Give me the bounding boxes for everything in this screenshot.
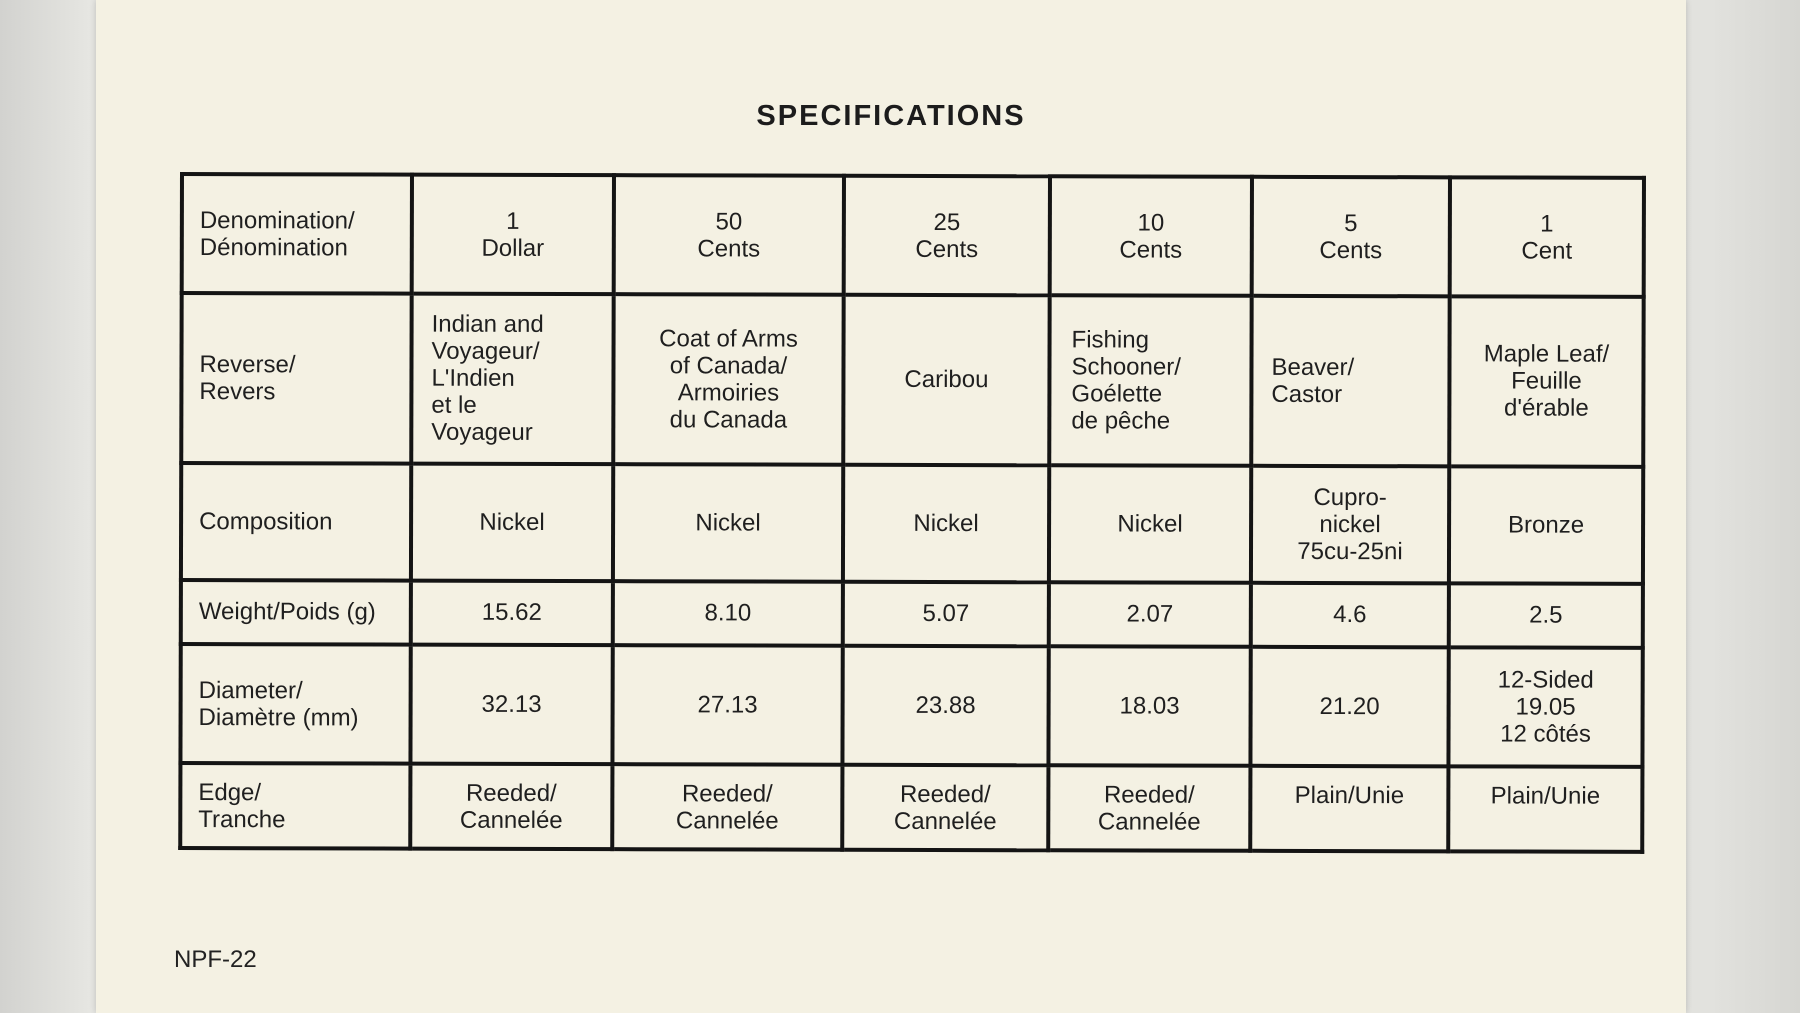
table-cell: Plain/Unie [1250,766,1448,851]
table-cell: Reeded/ Cannelée [842,765,1048,850]
table-cell: Fishing Schooner/ Goélette de pêche [1049,295,1251,465]
table-cell: Coat of Arms of Canada/ Armoiries du Canada [613,294,843,464]
specification-card [96,0,1686,1013]
row-header-diameter: Diameter/ Diamètre (mm) [180,644,410,764]
table-row-denomination [182,174,1644,297]
table-cell: 21.20 [1250,647,1448,767]
table-cell: Caribou [843,295,1049,465]
table-cell: 4.6 [1251,582,1449,647]
table-cell: Nickel [613,464,843,582]
table-cell: Beaver/ Castor [1251,296,1449,466]
table-cell: 10 Cents [1050,176,1252,296]
table-row-composition [181,463,1643,584]
table-cell: Indian and Voyageur/ L'Indien et le Voyageur [411,294,613,464]
table-cell: 32.13 [410,645,612,765]
row-header-reverse: Reverse/ Revers [181,293,411,463]
table-cell: Reeded/ Cannelée [410,764,612,849]
document-code: NPF-22 [174,946,257,973]
table-cell: 2.07 [1049,582,1251,647]
row-header-composition: Composition [181,463,411,581]
table-row-diameter [180,644,1642,767]
table-cell: 15.62 [411,580,613,645]
page-title: SPECIFICATIONS [756,100,1026,132]
table-cell: 5.07 [843,581,1049,646]
table-cell: 18.03 [1048,646,1250,766]
table-cell: 5 Cents [1252,177,1450,297]
table-row-weight [181,580,1643,648]
table-cell: 8.10 [613,581,843,646]
table-cell: 2.5 [1449,583,1643,648]
row-header-weight: Weight/Poids (g) [181,580,411,645]
table-cell: Maple Leaf/ Feuille d'érable [1449,296,1643,466]
table-cell: 23.88 [842,646,1048,766]
specifications-table [178,172,1646,854]
table-cell: 27.13 [612,645,842,765]
table-cell: Bronze [1449,466,1643,584]
table-cell: 50 Cents [614,175,844,295]
table-cell: Cupro- nickel 75cu-25ni [1251,465,1449,583]
table-cell: Reeded/ Cannelée [612,764,842,849]
table-cell: 25 Cents [844,176,1050,296]
table-cell: 1 Dollar [412,175,614,295]
table-cell: Plain/Unie [1448,767,1642,852]
table-cell: 12-Sided 19.05 12 côtés [1448,647,1642,767]
table-cell: Reeded/ Cannelée [1048,765,1250,850]
table-row-reverse [181,293,1643,466]
table-cell: Nickel [1049,465,1251,583]
table-cell: 1 Cent [1450,177,1644,297]
row-header-edge: Edge/ Tranche [180,763,410,848]
table-row-edge [180,763,1642,852]
table-cell: Nickel [411,463,613,581]
table-cell: Nickel [843,464,1049,582]
row-header-denomination: Denomination/ Dénomination [182,174,412,294]
